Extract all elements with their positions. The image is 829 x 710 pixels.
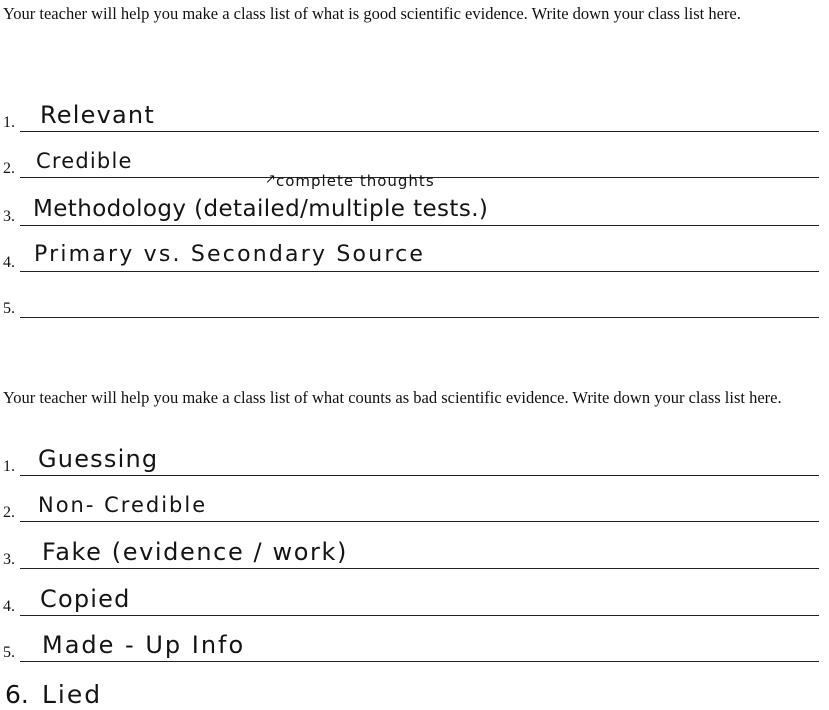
line-number: 2. [3,504,15,521]
handwritten-answer: Non- Credible [38,493,208,517]
answer-rule [20,521,819,522]
handwritten-answer: Credible [36,149,133,173]
handwritten-answer: Made - Up Info [42,631,246,659]
answer-rule [20,317,819,318]
answer-rule [20,568,819,569]
bad-evidence-prompt: Your teacher will help you make a class list of what counts as bad scientific evidence. Write down your class list here. [3,388,782,407]
good-evidence-line-3[interactable] [0,172,829,226]
handwritten-answer: Methodology (detailed/multiple tests.) [33,196,489,222]
answer-rule [20,661,819,662]
bad-evidence-line-4[interactable] [0,576,829,616]
handwritten-insertion-note: complete thoughts [276,172,435,190]
answer-rule [20,225,819,226]
bad-evidence-line-5[interactable] [0,622,829,662]
line-number: 5. [3,300,15,317]
bad-evidence-line-1[interactable] [0,436,829,476]
bad-evidence-line-3[interactable] [0,529,829,569]
insert-caret-icon: ↗ [265,172,276,187]
line-number: 4. [3,598,15,615]
answer-rule [20,615,819,616]
bad-evidence-line-2[interactable] [0,482,829,522]
good-evidence-line-5[interactable] [0,278,829,318]
line-number: 3. [3,551,15,568]
bad-evidence-line-6[interactable] [0,668,829,708]
handwritten-answer: Primary vs. Secondary Source [34,242,426,267]
good-evidence-line-4[interactable] [0,232,829,272]
handwritten-answer: Lied [42,680,103,709]
answer-rule [20,271,819,272]
line-number: 1. [3,458,15,475]
answer-rule [20,131,819,132]
handwritten-answer: Guessing [38,445,159,473]
line-number: 2. [3,160,15,177]
good-evidence-line-1[interactable] [0,92,829,132]
line-number: 6. [5,680,29,709]
handwritten-answer: Fake (evidence / work) [42,538,348,566]
handwritten-answer: Copied [40,585,131,613]
handwritten-answer: Relevant [40,101,155,129]
answer-rule [20,475,819,476]
line-number: 3. [3,208,15,225]
good-evidence-prompt: Your teacher will help you make a class list of what is good scientific evidence. Write down your class list here. [3,4,741,23]
line-number: 4. [3,254,15,271]
line-number: 5. [3,644,15,661]
line-number: 1. [3,114,15,131]
